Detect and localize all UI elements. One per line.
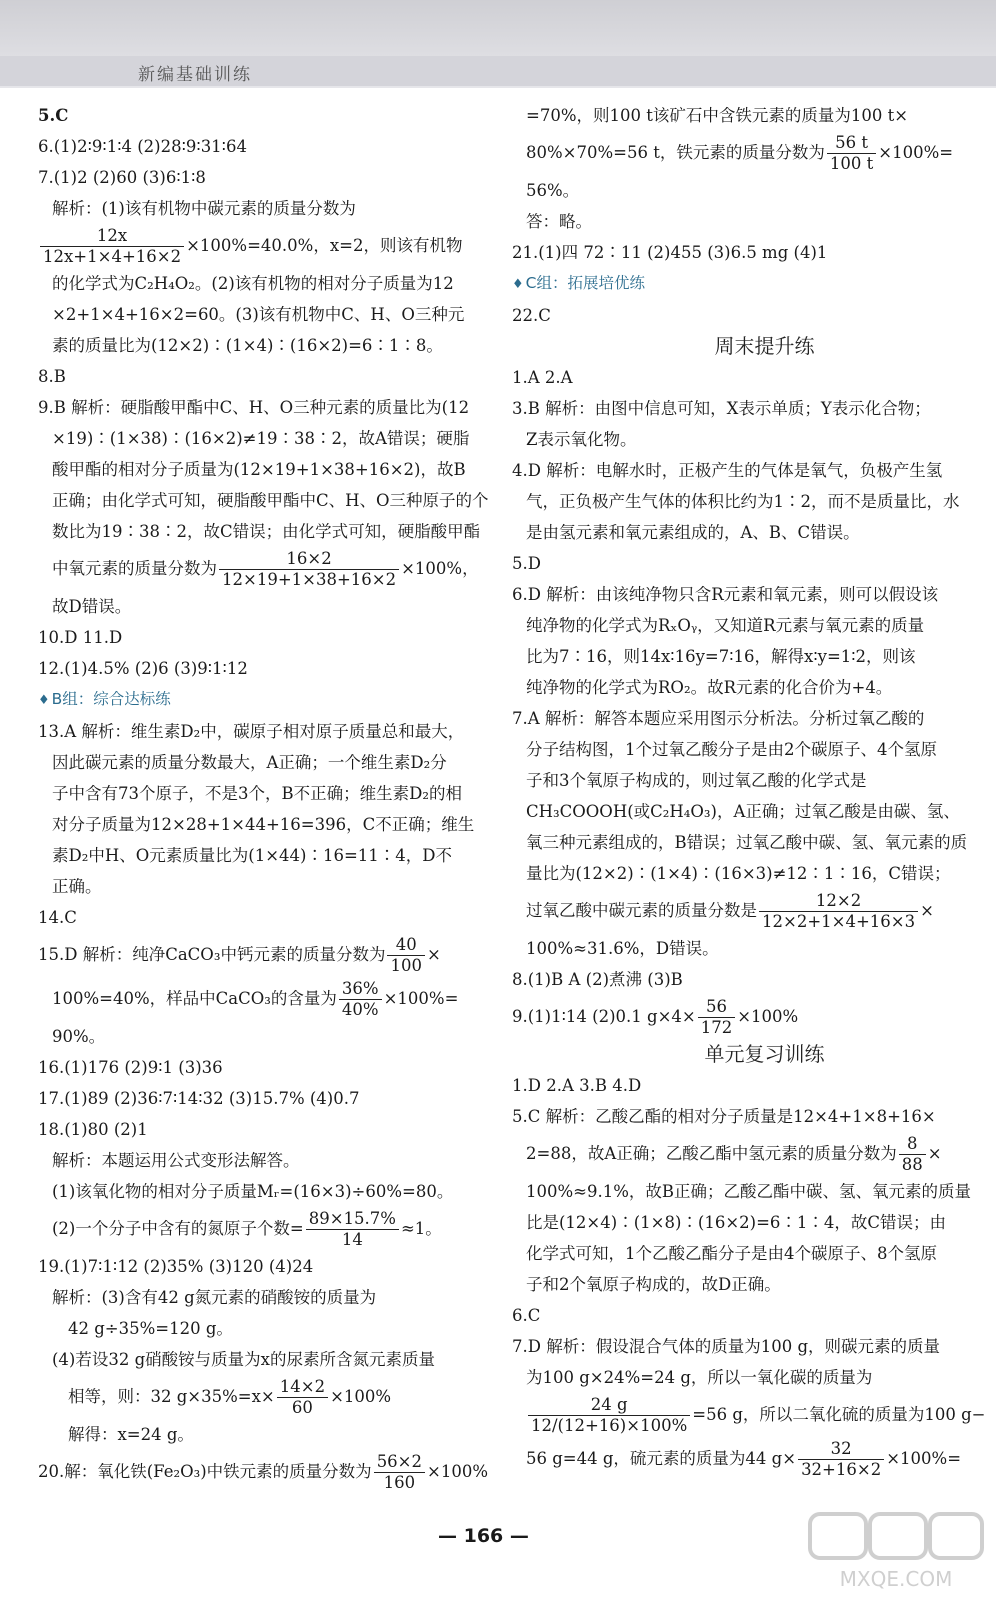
answer-line: 解析：本题运用公式变形法解答。 — [52, 1151, 300, 1170]
group-heading-text: C组：拓展培优练 — [525, 274, 645, 292]
fraction-denominator: 14 — [341, 1230, 363, 1249]
line-text-pre: 相等，则：32 g×35%=x× — [68, 1387, 275, 1406]
answer-line: 8.B — [38, 367, 66, 386]
watermark-text: MXQE.COM — [839, 1567, 953, 1591]
line-text-after: ≈1。 — [400, 1219, 442, 1238]
line-text-after: × — [927, 1144, 942, 1163]
answer-line: 6.C — [512, 1306, 541, 1325]
line-text-pre: 100%=40%，样品中CaCO₃的含量为 — [52, 989, 337, 1008]
line-text-pre: 80%×70%=56 t，铁元素的质量分数为 — [526, 143, 825, 162]
fraction-denominator: 88 — [901, 1155, 923, 1174]
answer-line: Z表示氧化物。 — [526, 430, 637, 449]
answer-line: 19.(1)7∶1∶12 (2)35% (3)120 (4)24 — [38, 1257, 314, 1276]
section-title: 单元复习训练 — [704, 1042, 825, 1066]
page-number: — 166 — — [438, 1525, 529, 1547]
header-title: 新编基础训练 — [138, 65, 252, 85]
answer-line — [512, 1393, 986, 1437]
line-text-after: =56 g，所以二氧化硫的质量为100 g− — [692, 1405, 986, 1424]
fraction-numerator: 32 — [798, 1439, 884, 1460]
right-column — [512, 100, 986, 1481]
answer-line: 5.D — [512, 554, 541, 573]
answer-line: (4)若设32 g硝酸铵与质量为x的尿素所含氮元素质量 — [52, 1350, 435, 1369]
fraction-numerator: 12x — [40, 226, 184, 247]
fraction — [40, 226, 184, 267]
answer-line: 7.A 解析：解答本题应采用图示分析法。分析过氧乙酸的 — [512, 709, 925, 728]
fraction-numerator: 56 — [698, 997, 736, 1018]
line-text-pre: 过氧乙酸中碳元素的质量分数是 — [526, 901, 757, 920]
diamond-icon: ♦ — [512, 277, 524, 292]
answer-line: 9.B 解析：硬脂酸甲酯中C、H、O三种元素的质量比为(12 — [38, 398, 470, 417]
answer-line: 气，正负极产生气体的体积比约为1∶2，而不是质量比，水 — [526, 492, 960, 511]
answer-line: CH₃COOOH(或C₂H₄O₃)，A正确；过氧乙酸是由碳、氢、 — [526, 802, 960, 821]
fraction-numerator: 14×2 — [277, 1377, 328, 1398]
answer-line: 因此碳元素的质量分数最大，A正确；一个维生素D₂分 — [52, 753, 447, 772]
fraction — [759, 891, 918, 932]
fraction-denominator: 12/(12+16)×100% — [531, 1416, 688, 1435]
answer-line: 14.C — [38, 908, 77, 927]
answer-line — [38, 1450, 494, 1494]
watermark-logo — [808, 1508, 984, 1594]
answer-line: 100%≈9.1%，故B正确；乙酸乙酯中碳、氢、氧元素的质量 — [526, 1182, 972, 1201]
line-text-pre: 56 g=44 g，硫元素的质量为44 g× — [526, 1449, 797, 1468]
fraction — [827, 133, 876, 174]
fraction — [339, 979, 382, 1020]
answer-line: (1)该氧化物的相对分子质量Mᵣ=(16×3)÷60%=80。 — [52, 1182, 454, 1201]
fraction-denominator: 32+16×2 — [801, 1460, 882, 1479]
answer-line: 化学式可知，1个乙酸乙酯分子是由4个碳原子、8个氢原 — [526, 1244, 937, 1263]
fraction-denominator: 160 — [383, 1473, 416, 1492]
fraction — [698, 997, 736, 1038]
answer-line: 分子结构图，1个过氧乙酸分子是由2个碳原子、4个氢原 — [526, 740, 937, 759]
answer-line — [38, 933, 494, 977]
fraction — [306, 1209, 399, 1250]
answer-line: 素的质量比为(12×2)∶(1×4)∶(16×2)=6∶1∶8。 — [52, 336, 443, 355]
line-text-pre: (2)一个分子中含有的氮原子个数= — [52, 1219, 304, 1238]
answer-line: ×19)∶(1×38)∶(16×2)≠19∶38∶2，故A错误；硬脂 — [52, 429, 470, 448]
group-heading — [512, 268, 977, 300]
answer-line — [38, 1375, 494, 1419]
answer-line — [512, 131, 977, 175]
answer-line: 素D₂中H、O元素质量比为(1×44)∶16=11∶4，D不 — [52, 846, 452, 865]
answer-line: 正确；由化学式可知，硬脂酸甲酯中C、H、O三种原子的个 — [52, 491, 489, 510]
answer-line: 4.D 解析：电解水时，正极产生的气体是氧气，负极产生氢 — [512, 461, 943, 480]
answer-line: 3.B 解析：由图中信息可知，X表示单质；Y表示化合物； — [512, 399, 931, 418]
fraction-denominator: 40% — [341, 1000, 379, 1019]
line-text-pre: 9.(1)1∶14 (2)0.1 g×4× — [512, 1007, 696, 1026]
left-column — [38, 100, 494, 1494]
fraction-numerator: 40 — [387, 935, 425, 956]
answer-line: 纯净物的化学式为RₓOᵧ，又知道R元素与氧元素的质量 — [526, 616, 925, 635]
answer-line: 是由氢元素和氧元素组成的，A、B、C错误。 — [526, 523, 860, 542]
fraction — [277, 1377, 328, 1418]
answer-line: 比是(12×4)∶(1×8)∶(16×2)=6∶1∶4，故C错误；由 — [526, 1213, 947, 1232]
line-text-pre: 20.解：氧化铁(Fe₂O₃)中铁元素的质量分数为 — [38, 1462, 372, 1481]
line-text-after: ×100% — [330, 1387, 392, 1406]
group-heading-text: B组：综合达标练 — [51, 690, 171, 708]
line-text-pre: 15.D 解析：纯净CaCO₃中钙元素的质量分数为 — [38, 945, 386, 964]
line-text-after: ×100%= — [878, 143, 954, 162]
answer-line: 比为7∶16，则14x∶16y=7∶16，解得x∶y=1∶2，则该 — [526, 647, 916, 666]
answer-line: 22.C — [512, 306, 551, 325]
answer-line: 正确。 — [52, 877, 102, 896]
fraction-numerator: 89×15.7% — [306, 1209, 399, 1230]
answer-line: 10.D 11.D — [38, 628, 123, 647]
answer-line: 子和2个氧原子构成的，故D正确。 — [526, 1275, 781, 1294]
answer-line — [512, 995, 977, 1039]
fraction — [387, 935, 425, 976]
fraction-denominator: 100 t — [829, 154, 874, 173]
answer-line: 5.C — [38, 106, 69, 125]
fraction-denominator: 12x+1×4+16×2 — [43, 247, 182, 266]
fraction-numerator: 8 — [899, 1134, 926, 1155]
answer-line: 90%。 — [52, 1027, 106, 1046]
fraction-numerator: 16×2 — [219, 549, 399, 570]
answer-line — [512, 1132, 977, 1176]
answer-line: 16.(1)176 (2)9∶1 (3)36 — [38, 1058, 223, 1077]
answer-line: 解析：(1)该有机物中碳元素的质量分数为 — [52, 199, 356, 218]
answer-line: 13.A 解析：维生素D₂中，碳原子相对原子质量总和最大， — [38, 722, 465, 741]
answer-line: ×2+1×4+16×2=60。(3)该有机物中C、H、O三种元 — [52, 305, 465, 324]
answer-line — [38, 1207, 494, 1251]
line-text-after: ×100%= — [383, 989, 459, 1008]
fraction-numerator: 12×2 — [759, 891, 918, 912]
answer-line: 数比为19∶38∶2，故C错误；由化学式可知，硬脂酸甲酯 — [52, 522, 481, 541]
answer-line: 的化学式为C₂H₄O₂。(2)该有机物的相对分子质量为12 — [52, 274, 454, 293]
answer-line — [512, 1437, 977, 1481]
answer-line: 17.(1)89 (2)36∶7∶14∶32 (3)15.7% (4)0.7 — [38, 1089, 360, 1108]
fraction-denominator: 12×19+1×38+16×2 — [222, 570, 397, 589]
answer-line — [38, 977, 494, 1021]
answer-line: =70%，则100 t该矿石中含铁元素的质量为100 t× — [526, 106, 909, 125]
fraction — [219, 549, 399, 590]
answer-line: 答：略。 — [526, 212, 592, 231]
fraction-denominator: 100 — [390, 956, 422, 975]
answer-line — [38, 224, 494, 268]
fraction-numerator: 56 t — [827, 133, 876, 154]
line-text-after: ×100% — [737, 1007, 799, 1026]
answer-line: 18.(1)80 (2)1 — [38, 1120, 148, 1139]
line-text-after: ×100%， — [401, 559, 479, 578]
fraction — [899, 1134, 926, 1175]
answer-line: 12.(1)4.5% (2)6 (3)9∶1∶12 — [38, 659, 248, 678]
fraction-numerator: 56×2 — [374, 1452, 425, 1473]
fraction-denominator: 12×2+1×4+16×3 — [762, 912, 916, 931]
line-text-after: ×100% — [427, 1462, 489, 1481]
answer-line: 解得：x=24 g。 — [68, 1425, 194, 1444]
answer-line: 7.D 解析：假设混合气体的质量为100 g，则碳元素的质量 — [512, 1337, 941, 1356]
answer-line: 6.(1)2∶9∶1∶4 (2)28∶9∶31∶64 — [38, 137, 247, 156]
answer-line: 1.D 2.A 3.B 4.D — [512, 1076, 642, 1095]
answer-line: 7.(1)2 (2)60 (3)6∶1∶8 — [38, 168, 206, 187]
answer-line: 对分子质量为12×28+1×44+16=396，C不正确；维生 — [52, 815, 475, 834]
line-text-pre: 2=88，故A正确；乙酸乙酯中氢元素的质量分数为 — [526, 1144, 897, 1163]
answer-line: 5.C 解析：乙酸乙酯的相对分子质量是12×4+1×8+16× — [512, 1107, 936, 1126]
section-title: 周末提升练 — [714, 334, 815, 358]
answer-line: 氧三种元素组成的，B错误；过氧乙酸中碳、氢、氧元素的质 — [526, 833, 968, 852]
answer-line — [512, 889, 977, 933]
answer-line: 100%≈31.6%，D错误。 — [526, 939, 719, 958]
answer-line — [38, 547, 494, 591]
answer-line: 42 g÷35%=120 g。 — [68, 1319, 233, 1338]
answer-line: 酸甲酯的相对分子质量为(12×19+1×38+16×2)，故B — [52, 460, 466, 479]
group-heading — [38, 684, 494, 716]
line-text-pre: 中氧元素的质量分数为 — [52, 559, 217, 578]
page-header — [0, 0, 996, 88]
answer-line: 8.(1)B A (2)煮沸 (3)B — [512, 970, 683, 989]
fraction-numerator: 24 g — [528, 1395, 690, 1416]
fraction — [374, 1452, 425, 1493]
answer-line: 子和3个氧原子构成的，则过氧乙酸的化学式是 — [526, 771, 867, 790]
answer-line: 量比为(12×2)∶(1×4)∶(16×3)≠12∶1∶16，C错误； — [526, 864, 951, 883]
fraction — [528, 1395, 690, 1436]
answer-line: 为100 g×24%=24 g，所以一氧化碳的质量为 — [526, 1368, 873, 1387]
answer-line: 21.(1)四 72∶11 (2)455 (3)6.5 mg (4)1 — [512, 243, 828, 262]
answer-line: 子中含有73个原子，不是3个，B不正确；维生素D₂的相 — [52, 784, 462, 803]
line-text-after: ×100%= — [886, 1449, 962, 1468]
line-text-after: × — [426, 945, 441, 964]
answer-line: 6.D 解析：由该纯净物只含R元素和氧元素，则可以假设该 — [512, 585, 939, 604]
fraction — [798, 1439, 884, 1480]
answer-line: 解析：(3)含有42 g氮元素的硝酸铵的质量为 — [52, 1288, 377, 1307]
fraction-denominator: 172 — [700, 1018, 733, 1037]
fraction-numerator: 36% — [339, 979, 382, 1000]
answer-line: 56%。 — [526, 181, 580, 200]
answer-line: 故D错误。 — [52, 597, 132, 616]
line-text-after: × — [920, 901, 934, 920]
answer-line: 1.A 2.A — [512, 368, 573, 387]
fraction-denominator: 60 — [291, 1398, 313, 1417]
line-text-after: ×100%=40.0%，x=2，则该有机物 — [186, 236, 463, 255]
answer-line: 纯净物的化学式为RO₂。故R元素的化合价为+4。 — [526, 678, 893, 697]
diamond-icon: ♦ — [38, 693, 50, 708]
